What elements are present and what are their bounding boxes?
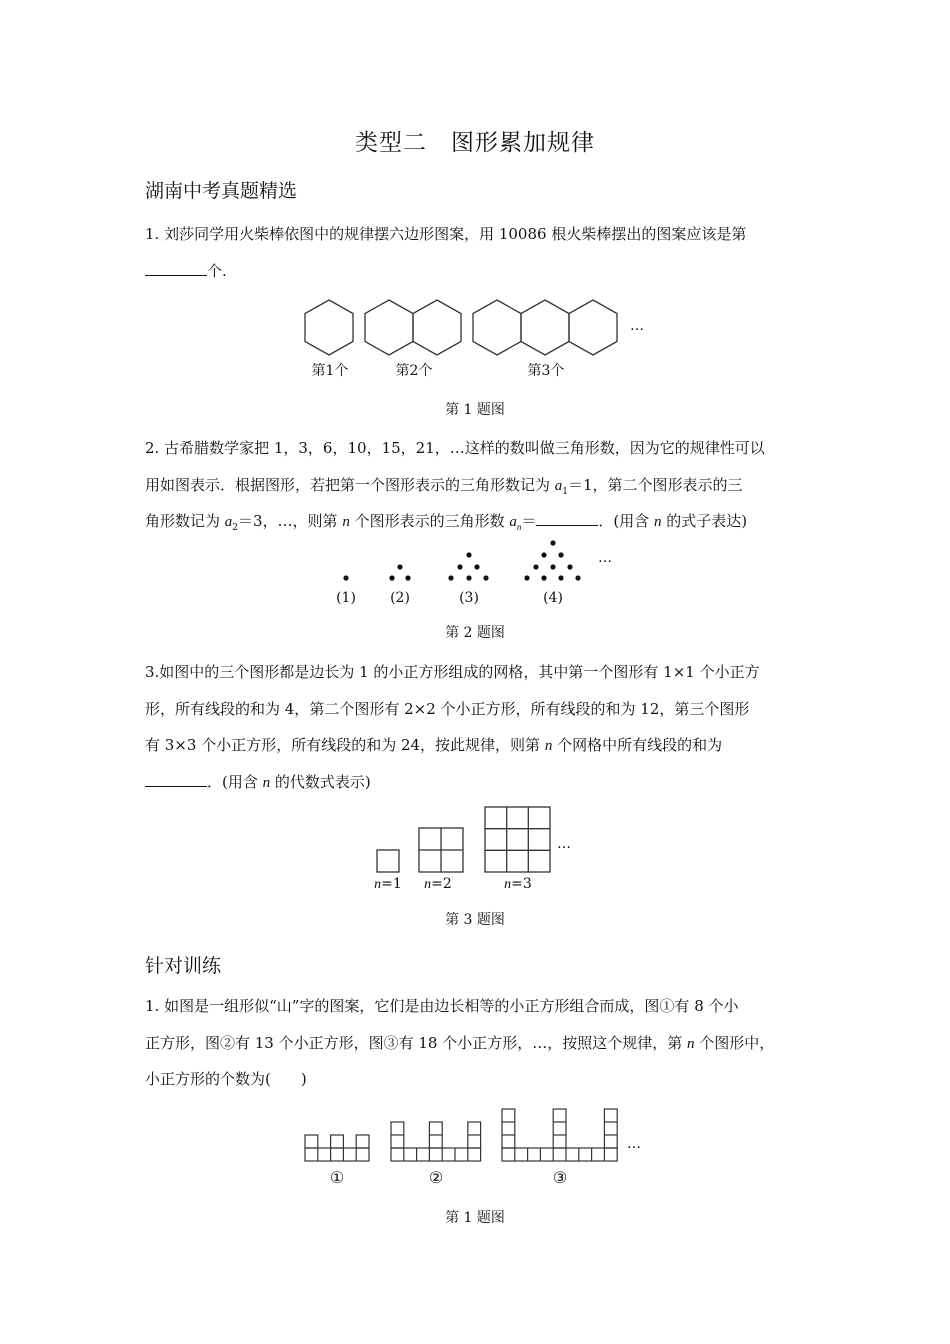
figure-caption-q2: 第 2 题图 xyxy=(445,625,505,641)
p1-line-1: 1. 如图是一组形似“山”字的图案，它们是由边长相等的小正方形组合而成，图①有 8 个小 xyxy=(145,997,739,1015)
q2-line-2: 用如图表示．根据图形，若把第一个图形表示的三角形数记为 $a_1=1$，第二个图形表示的三 xyxy=(145,475,743,497)
mountain-ellipsis: … xyxy=(627,1136,641,1152)
figure-caption-q3: 第 3 题图 xyxy=(445,912,505,928)
q2-line-1: 2. 古希腊数学家把 1，3，6，10，15，21，…这样的数叫做三角形数，因为它的规律性可以 xyxy=(145,439,765,457)
p1-line-2: 正方形，图②有 13 个小正方形，图③有 18 个小正方形，…，按照这个规律，第 n 个图形中， xyxy=(145,1033,775,1052)
dots-label-4: (4) xyxy=(543,590,563,606)
section-heading-practice: 针对训练 xyxy=(145,955,222,977)
dots-label-2: (2) xyxy=(390,590,410,606)
grid-label-1: n=1 xyxy=(374,876,402,892)
q1-line-1: 1. 刘莎同学用火柴棒依图中的规律摆六边形图案，用 10086 根火柴棒摆出的图案应该是第 xyxy=(145,225,747,243)
q3-line-4: ．(用含 n 的代数式表示) xyxy=(145,764,807,801)
q1-line-2: 个. xyxy=(145,253,807,290)
figure-caption-q1: 第 1 题图 xyxy=(445,402,505,418)
page-title: 类型二 图形累加规律 xyxy=(355,130,595,156)
mountain-label-2: ② xyxy=(428,1168,444,1187)
q3-line-3: 有 3×3 个小正方形，所有线段的和为 24，按此规律，则第 n 个网格中所有线段的和为 xyxy=(145,736,723,754)
dots-ellipsis: … xyxy=(598,550,612,566)
q3-line-2: 形，所有线段的和为 4，第二个图形有 2×2 个小正方形，所有线段的和为 12，第三个图形 xyxy=(145,699,750,718)
figure-label-2: 第2个 xyxy=(395,363,433,379)
grid-label-2: n=2 xyxy=(424,876,452,892)
grid-label-3: n=3 xyxy=(504,876,532,892)
figure-label-1: 第1个 xyxy=(311,363,349,379)
mountain-label-3: ③ xyxy=(552,1168,568,1187)
hexagon-ellipsis: … xyxy=(630,318,644,334)
dots-label-3: (3) xyxy=(459,590,479,606)
q3-line-1: 3.如图中的三个图形都是边长为 1 的小正方形组成的网格，其中第一个图形有 1×1 个小正方 xyxy=(145,663,760,681)
figure-label-3: 第3个 xyxy=(527,363,565,379)
grid-ellipsis: … xyxy=(557,836,571,852)
p1-line-3: 小正方形的个数为( ) xyxy=(145,1070,307,1088)
figure-caption-p1: 第 1 题图 xyxy=(445,1210,505,1226)
q2-line-3: 角形数记为 $a_2=3$，…，则第 n 个图形表示的三角形数 $a_n=$ ．(用含 n 的式子表达) xyxy=(145,503,807,540)
mountain-label-1: ① xyxy=(329,1168,345,1187)
dots-label-1: (1) xyxy=(336,590,356,606)
section-heading-real-exam: 湖南中考真题精选 xyxy=(145,180,298,202)
